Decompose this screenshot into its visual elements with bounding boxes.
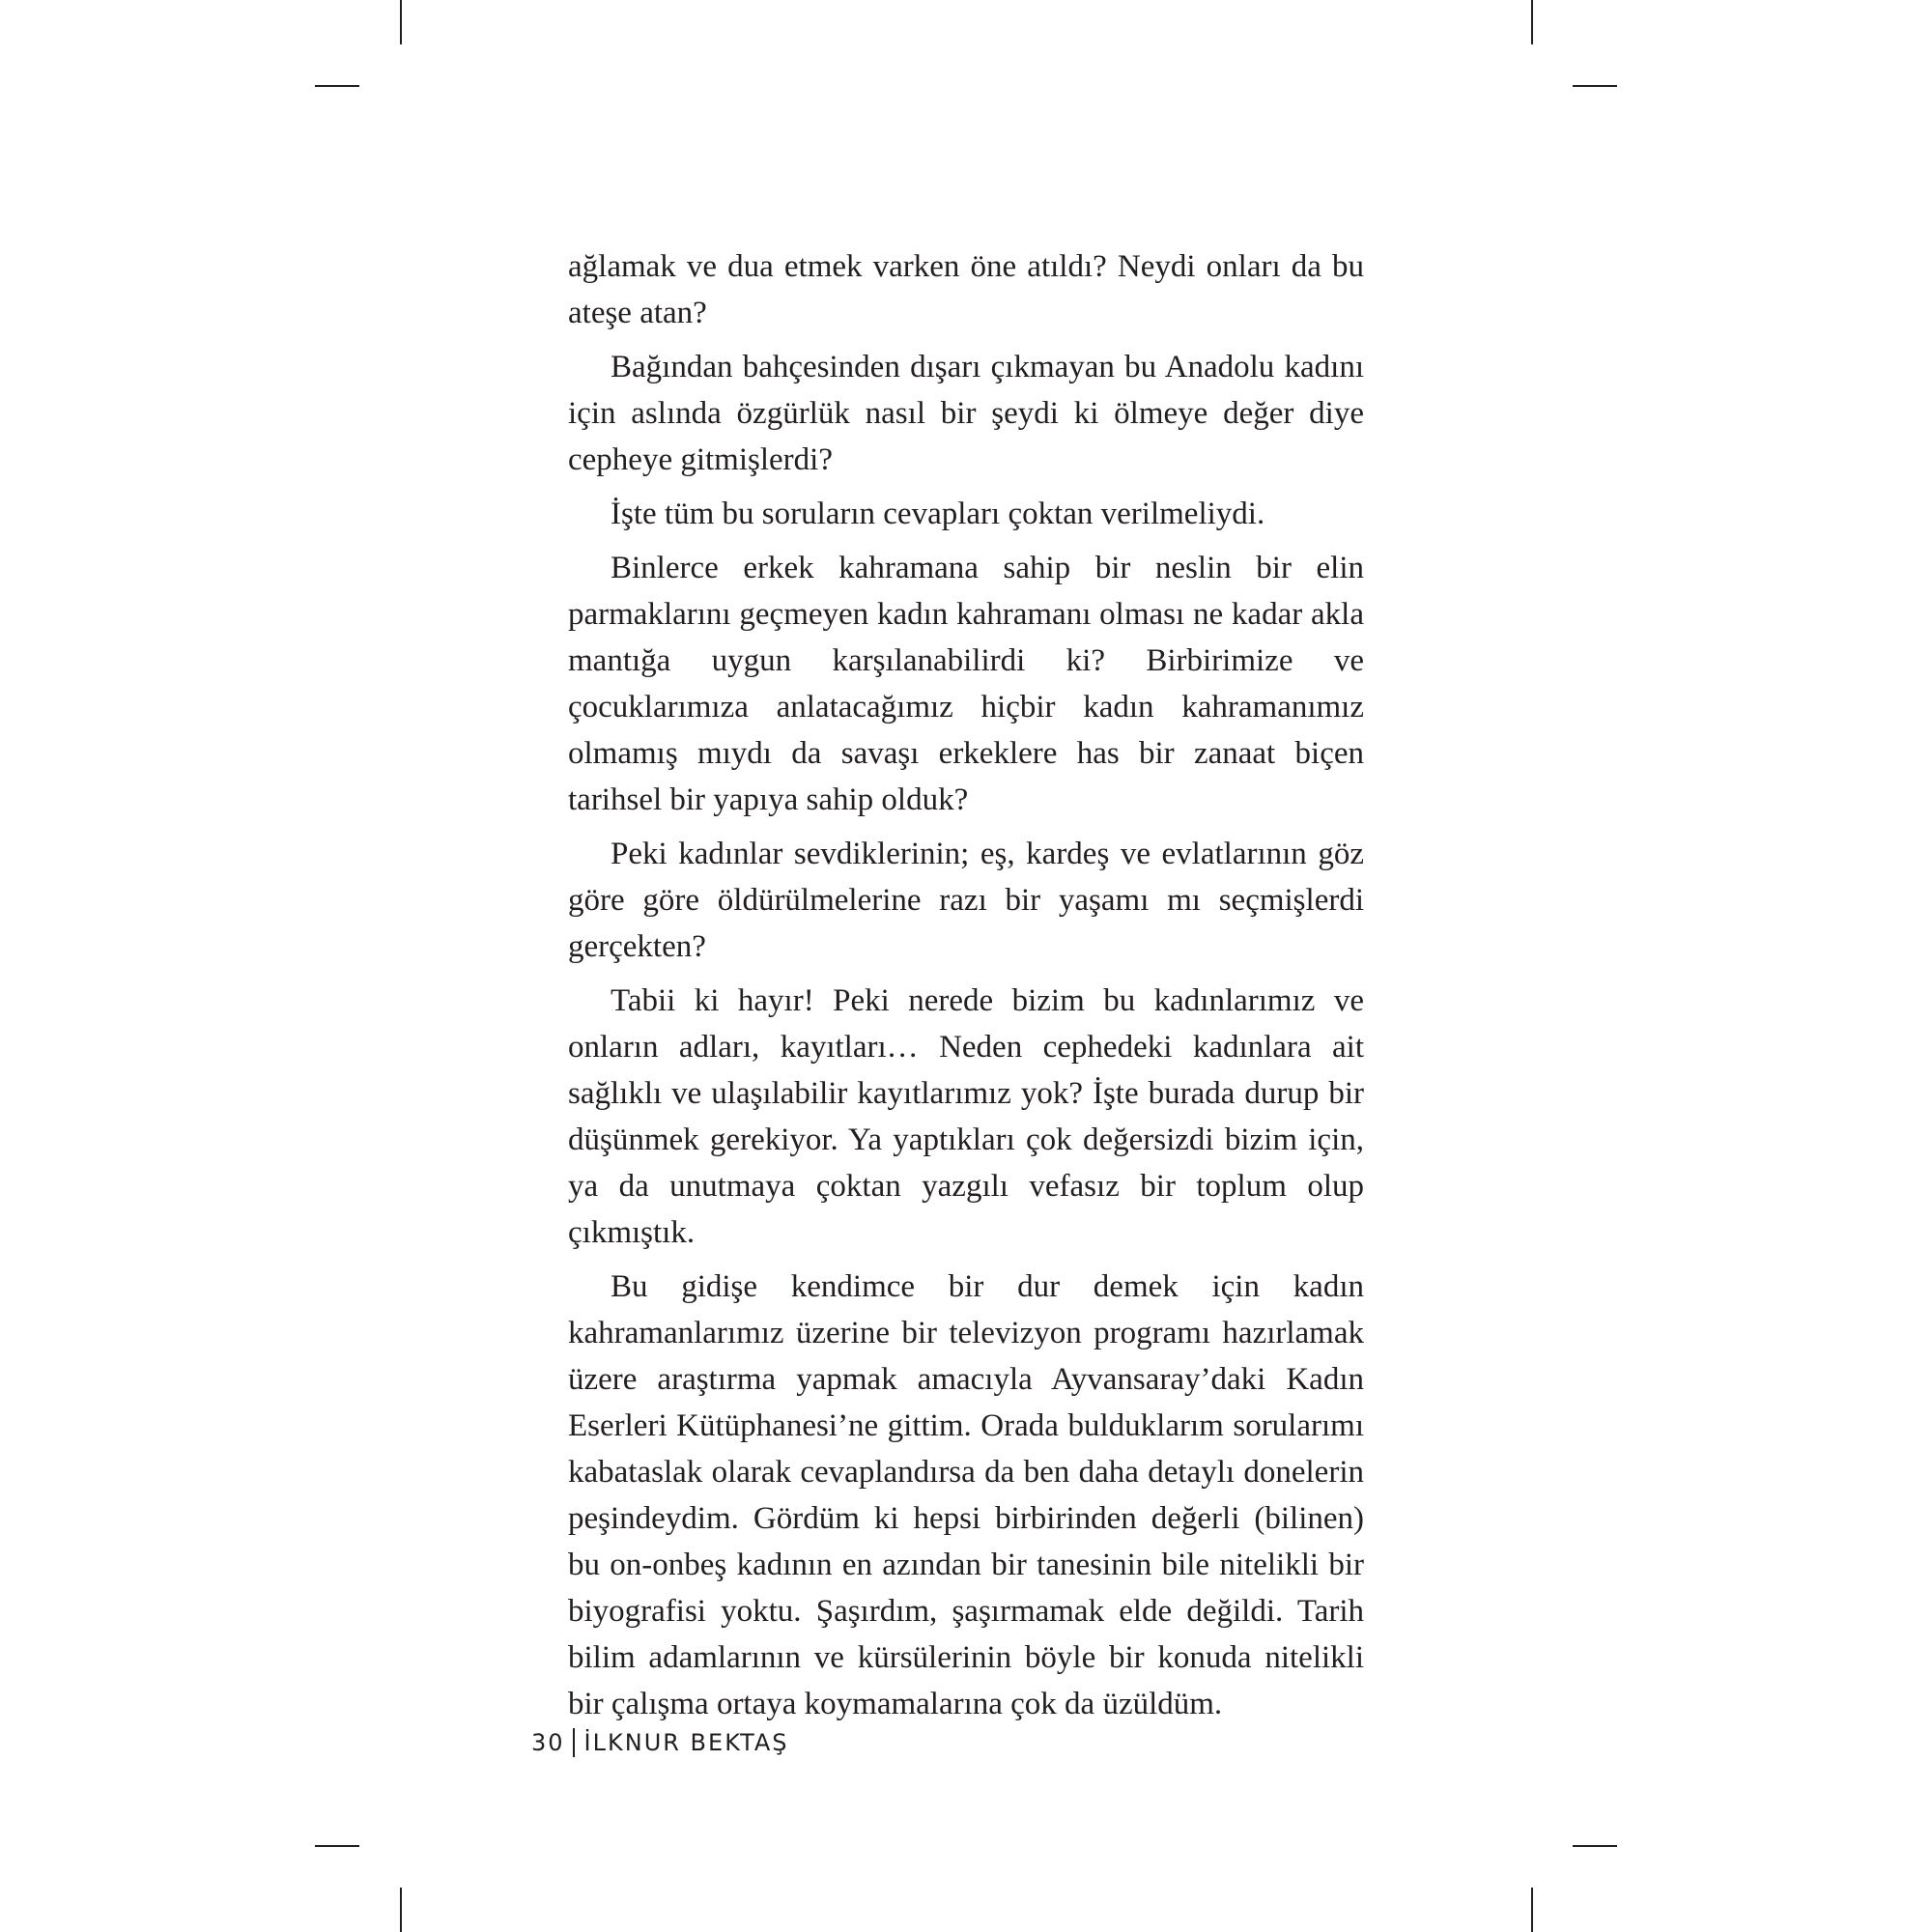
crop-mark-bottom-left-vertical — [400, 1888, 402, 1932]
crop-mark-bottom-right-horizontal — [1573, 1845, 1617, 1847]
crop-mark-bottom-right-vertical — [1531, 1888, 1533, 1932]
paragraph: Peki kadınlar sevdiklerinin; eş, kardeş ve evlatlarının göz göre göre öldürülmelerine razı bir yaşamı mı seçmişlerdi gerçekten? — [568, 837, 1364, 964]
body-text — [568, 243, 1364, 1735]
crop-mark-top-left-horizontal — [315, 85, 359, 87]
paragraph: ağlamak ve dua etmek varken öne atıldı? Neydi onları da bu ateşe atan? — [568, 249, 1364, 330]
crop-mark-top-left-vertical — [400, 0, 402, 44]
paragraph: Binlerce erkek kahramana sahip bir neslin bir elin parmaklarını geçmeyen kadın kahramanı olması ne kadar akla mantığa uygun karşılanabilirdi ki? Birbirimize ve çocuklarımıza anlatacağımız hiçbir kadın kahramanımız olmamış mıydı da savaşı erkeklere has bir zanaat biçen tarihsel bir yapıya sahip olduk? — [568, 551, 1364, 817]
crop-mark-top-right-horizontal — [1573, 85, 1617, 87]
paragraph: Bu gidişe kendimce bir dur demek için kadın kahramanlarımız üzerine bir televizyon programı hazırlamak üzere araştırma yapmak amacıyla Ayvansaray’daki Kadın Eserleri Kütüphanesi’ne gittim. Orada bulduklarım sorularımı kabataslak olarak cevaplandırsa da ben daha detaylı donelerin peşindeydim. Gördüm ki hepsi birbirinden değerli (bilinen) bu on-onbeş kadının en azından bir tanesinin bile nitelikli bir biyografisi yoktu. Şaşırdım, şaşırmamak elde değildi. Tarih bilim adamlarının ve kürsülerinin böyle bir konuda nitelikli bir çalışma ortaya koymamalarına çok da üzüldüm. — [568, 1269, 1364, 1721]
paragraph: Tabii ki hayır! Peki nerede bizim bu kadınlarımız ve onların adları, kayıtları… Neden cephedeki kadınlara ait sağlıklı ve ulaşılabilir kayıtlarımız yok? İşte burada durup bir düşünmek gerekiyor. Ya yaptıkları çok değersizdi bizim için, ya da unutmaya çoktan yazgılı vefasız bir toplum olup çıkmıştık. — [568, 983, 1364, 1250]
crop-mark-top-right-vertical — [1531, 0, 1533, 44]
footer-divider — [573, 1728, 575, 1757]
paragraph: İşte tüm bu soruların cevapları çoktan verilmeliydi. — [611, 497, 1265, 531]
author-name: İLKNUR BEKTAŞ — [583, 1729, 789, 1756]
paragraph: Bağından bahçesinden dışarı çıkmayan bu Anadolu kadını için aslında özgürlük nasıl bir şeydi ki ölmeye değer diye cepheye gitmişlerdi? — [568, 350, 1364, 477]
page-number: 30 — [531, 1729, 565, 1756]
page-footer — [531, 1725, 789, 1760]
crop-mark-bottom-left-horizontal — [315, 1845, 359, 1847]
